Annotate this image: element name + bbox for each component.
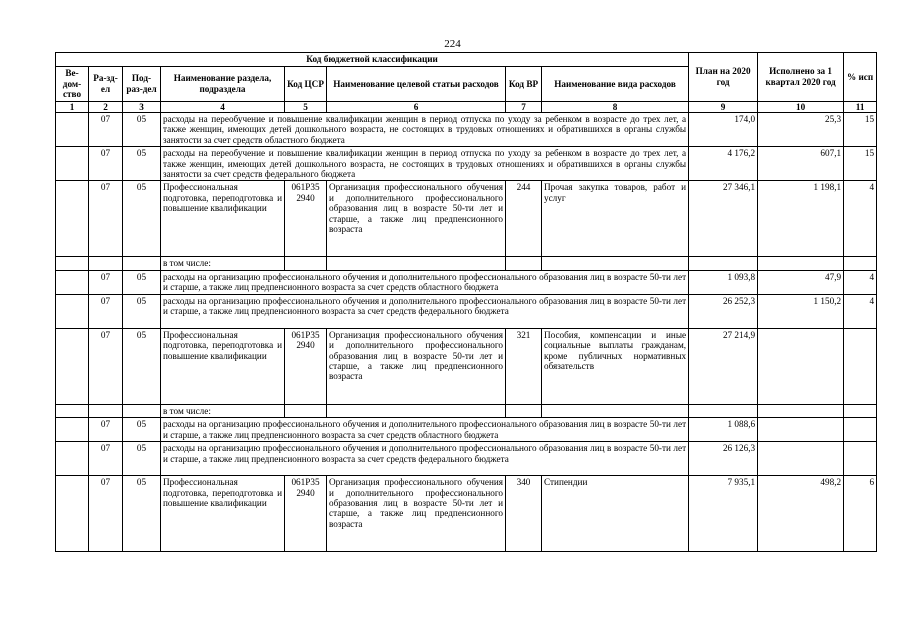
table-row	[56, 404, 877, 417]
cell-description: расходы на переобучение и повышение квалификации женщин в период отпуска по уходу за ребенком в возрасте до трех лет, а также женщин, имеющих детей дошкольного возраста, не состоящих в трудовых отношениях и обратившихся в органы службы занятости за счет средств федерального бюджета	[161, 147, 689, 181]
cell-podrazdel	[123, 404, 161, 417]
cell-podrazdel	[123, 257, 161, 270]
cell-ved	[56, 294, 89, 328]
cell-pct	[844, 257, 877, 270]
cell-ispolneno: 47,9	[758, 270, 844, 294]
cell-ispolneno: 607,1	[758, 147, 844, 181]
cell-razdel: 07	[89, 418, 123, 442]
col-name-vr-header: Наименование вида расходов	[542, 67, 689, 102]
cell-name-vr: Стипендии	[542, 476, 689, 552]
col-number: 1	[56, 101, 89, 113]
cell-ispolneno	[758, 404, 844, 417]
cell-description: расходы на переобучение и повышение квалификации женщин в период отпуска по уходу за ребенком в возрасте до трех лет, а также женщин, имеющих детей дошкольного возраста, не состоящих в трудовых отношениях и обратившихся в органы службы занятости за счет средств областного бюджета	[161, 113, 689, 147]
cell-razdel: 07	[89, 270, 123, 294]
col-kod-vr-header: Код ВР	[506, 67, 542, 102]
cell-name-razdel: Профессиональная подготовка, переподготовка и повышение квалификации	[161, 181, 285, 257]
cell-podrazdel: 05	[123, 294, 161, 328]
cell-plan	[689, 404, 758, 417]
cell-podrazdel: 05	[123, 442, 161, 476]
table-row	[56, 328, 877, 404]
cell-plan: 1 088,6	[689, 418, 758, 442]
col-number: 8	[542, 101, 689, 113]
table-row	[56, 442, 877, 476]
column-number-row	[56, 101, 877, 113]
cell-razdel: 07	[89, 113, 123, 147]
cell-plan: 7 935,1	[689, 476, 758, 552]
cell-pct: 15	[844, 113, 877, 147]
cell-ispolneno	[758, 418, 844, 442]
cell-name-csr: Организация профессионального обучения и дополнительного профессионального образования лиц в возрасте 50-ти лет и старше, а также лиц предпенсионного возраста	[327, 181, 506, 257]
classification-group-header: Код бюджетной классификации	[56, 53, 689, 67]
cell-name-csr	[327, 257, 506, 270]
cell-ispolneno: 1 150,2	[758, 294, 844, 328]
cell-kod-csr	[285, 257, 327, 270]
cell-name-vr: Пособия, компенсации и иные социальные выплаты гражданам, кроме публичных нормативных обязательств	[542, 328, 689, 404]
cell-podrazdel: 05	[123, 270, 161, 294]
table-row	[56, 257, 877, 270]
cell-name-razdel: Профессиональная подготовка, переподготовка и повышение квалификации	[161, 328, 285, 404]
cell-name-vr	[542, 404, 689, 417]
cell-kod-vr	[506, 257, 542, 270]
cell-ved	[56, 404, 89, 417]
cell-pct: 6	[844, 476, 877, 552]
table-row	[56, 113, 877, 147]
table-row	[56, 294, 877, 328]
cell-podrazdel: 05	[123, 418, 161, 442]
table-header	[56, 53, 877, 113]
col-name-csr-header: Наименование целевой статьи расходов	[327, 67, 506, 102]
cell-plan: 27 346,1	[689, 181, 758, 257]
cell-podrazdel: 05	[123, 181, 161, 257]
cell-podrazdel: 05	[123, 476, 161, 552]
table-row	[56, 476, 877, 552]
cell-razdel	[89, 257, 123, 270]
cell-description: расходы на организацию профессионального обучения и дополнительного профессионального образования лиц в возрасте 50-ти лет и старше, а также лиц предпенсионного возраста за счет средств федерального бюджета	[161, 442, 689, 476]
cell-ispolneno: 498,2	[758, 476, 844, 552]
cell-ved	[56, 147, 89, 181]
cell-kod-csr: 061P35 2940	[285, 181, 327, 257]
col-number: 9	[689, 101, 758, 113]
cell-plan: 26 252,3	[689, 294, 758, 328]
col-name-razdel-header: Наименование раздела, подраздела	[161, 67, 285, 102]
cell-razdel: 07	[89, 294, 123, 328]
cell-razdel: 07	[89, 328, 123, 404]
cell-name-csr: Организация профессионального обучения и дополнительного профессионального образования лиц в возрасте 50-ти лет и старше, а также лиц предпенсионного возраста	[327, 476, 506, 552]
table-row	[56, 418, 877, 442]
col-number: 7	[506, 101, 542, 113]
cell-pct	[844, 418, 877, 442]
cell-ved	[56, 270, 89, 294]
cell-pct: 4	[844, 270, 877, 294]
cell-podrazdel: 05	[123, 113, 161, 147]
col-kod-csr-header: Код ЦСР	[285, 67, 327, 102]
cell-plan: 1 093,8	[689, 270, 758, 294]
cell-ved	[56, 442, 89, 476]
col-number: 10	[758, 101, 844, 113]
cell-pct	[844, 328, 877, 404]
cell-description: расходы на организацию профессионального обучения и дополнительного профессионального образования лиц в возрасте 50-ти лет и старше, а также лиц предпенсионного возраста за счет средств областного бюджета	[161, 270, 689, 294]
cell-ispolneno: 25,3	[758, 113, 844, 147]
cell-plan	[689, 257, 758, 270]
cell-name-csr	[327, 404, 506, 417]
col-number: 4	[161, 101, 285, 113]
col-number: 5	[285, 101, 327, 113]
budget-table	[55, 52, 877, 552]
cell-kod-csr: 061P35 2940	[285, 476, 327, 552]
cell-kod-vr: 340	[506, 476, 542, 552]
col-razdel-header: Ра-зд-ел	[89, 67, 123, 102]
col-number: 11	[844, 101, 877, 113]
cell-ispolneno	[758, 257, 844, 270]
cell-plan: 27 214,9	[689, 328, 758, 404]
col-number: 2	[89, 101, 123, 113]
page-number: 224	[444, 38, 461, 50]
cell-ved	[56, 418, 89, 442]
cell-podrazdel: 05	[123, 328, 161, 404]
cell-including-label: в том числе:	[161, 404, 285, 417]
cell-ispolneno	[758, 328, 844, 404]
cell-name-vr: Прочая закупка товаров, работ и услуг	[542, 181, 689, 257]
cell-podrazdel: 05	[123, 147, 161, 181]
cell-kod-vr: 321	[506, 328, 542, 404]
table-row	[56, 270, 877, 294]
table-row	[56, 147, 877, 181]
col-pct-header: % исп	[844, 53, 877, 102]
cell-pct: 4	[844, 181, 877, 257]
cell-kod-csr: 061P35 2940	[285, 328, 327, 404]
cell-description: расходы на организацию профессионального обучения и дополнительного профессионального образования лиц в возрасте 50-ти лет и старше, а также лиц предпенсионного возраста за счет средств областного бюджета	[161, 418, 689, 442]
cell-name-vr	[542, 257, 689, 270]
cell-razdel: 07	[89, 181, 123, 257]
col-plan-header: План на 2020 год	[689, 53, 758, 102]
cell-plan: 4 176,2	[689, 147, 758, 181]
col-ispolneno-header: Исполнено за 1 квартал 2020 год	[758, 53, 844, 102]
cell-razdel	[89, 404, 123, 417]
cell-ved	[56, 328, 89, 404]
cell-ved	[56, 181, 89, 257]
cell-ispolneno	[758, 442, 844, 476]
cell-ved	[56, 257, 89, 270]
cell-ved	[56, 476, 89, 552]
col-number: 3	[123, 101, 161, 113]
cell-pct: 15	[844, 147, 877, 181]
col-number: 6	[327, 101, 506, 113]
cell-description: расходы на организацию профессионального обучения и дополнительного профессионального образования лиц в возрасте 50-ти лет и старше, а также лиц предпенсионного возраста за счет средств федерального бюджета	[161, 294, 689, 328]
cell-razdel: 07	[89, 476, 123, 552]
cell-name-razdel: Профессиональная подготовка, переподготовка и повышение квалификации	[161, 476, 285, 552]
cell-including-label: в том числе:	[161, 257, 285, 270]
cell-razdel: 07	[89, 442, 123, 476]
table-row	[56, 181, 877, 257]
cell-razdel: 07	[89, 147, 123, 181]
cell-plan: 26 126,3	[689, 442, 758, 476]
cell-ispolneno: 1 198,1	[758, 181, 844, 257]
cell-kod-vr: 244	[506, 181, 542, 257]
cell-pct: 4	[844, 294, 877, 328]
cell-kod-csr	[285, 404, 327, 417]
col-ved-header: Ве-дом-ство	[56, 67, 89, 102]
col-podrazdel-header: Под-раз-дел	[123, 67, 161, 102]
cell-kod-vr	[506, 404, 542, 417]
cell-pct	[844, 404, 877, 417]
cell-name-csr: Организация профессионального обучения и дополнительного профессионального образования лиц в возрасте 50-ти лет и старше, а также лиц предпенсионного возраста	[327, 328, 506, 404]
cell-plan: 174,0	[689, 113, 758, 147]
cell-pct	[844, 442, 877, 476]
cell-ved	[56, 113, 89, 147]
